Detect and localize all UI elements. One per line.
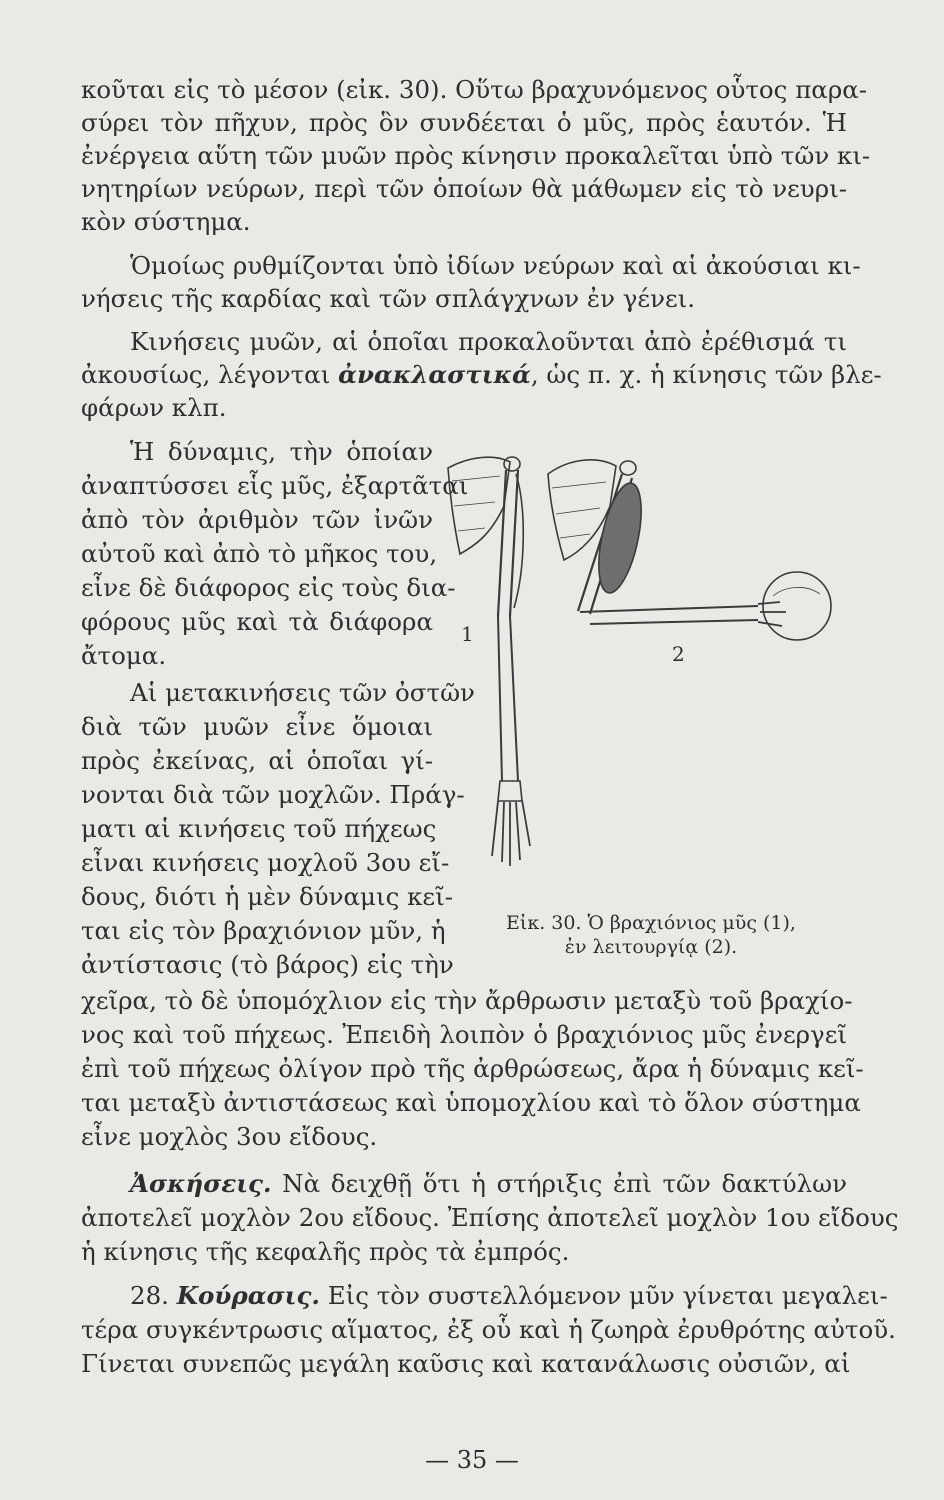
text-line: αὐτοῦ καὶ ἀπὸ τὸ μῆκος του, (81, 539, 438, 568)
text-line: εἶνε μοχλὸς 3ου εἴδους. (81, 1122, 378, 1151)
arm-muscle-figure (440, 436, 840, 876)
text-line: ἐνέργεια αὕτη τῶν μυῶν πρὸς κίνησιν προκαλεῖται ὑπὸ τῶν κι- (81, 141, 871, 170)
text-line (130, 1281, 888, 1310)
text-line: φόρους μῦς καὶ τὰ διάφορα (81, 607, 433, 636)
text-line: νήσεις τῆς καρδίας καὶ τῶν σπλάγχνων ἐν γένει. (81, 284, 696, 313)
text-line: ται μεταξὺ ἀντιστάσεως καὶ ὑπομοχλίου καὶ τὸ ὅλον σύστημα (81, 1088, 861, 1117)
biceps-1 (514, 474, 523, 608)
text-run: , ὡς π. χ. ἡ κίνησις τῶν βλε- (530, 360, 882, 389)
text-line: ματι αἱ κινήσεις τοῦ πήχεως (81, 814, 437, 843)
text-line: ἀποτελεῖ μοχλὸν 2ου εἴδους. Ἐπίσης ἀποτελεῖ μοχλὸν 1ου εἴδους (81, 1203, 899, 1232)
text-line: ἀναπτύσσει εἷς μῦς, ἐξαρτᾶται (81, 471, 469, 500)
figure-label-1: 1 (461, 622, 474, 646)
figure-caption (455, 912, 847, 960)
caption-line: ἐν λειτουργίᾳ (2). (564, 935, 738, 958)
text-line: Ἡ δύναμις, τὴν ὁποίαν (130, 437, 433, 466)
page-number: — 35 — (425, 1446, 519, 1474)
section-number: 28. (130, 1281, 169, 1310)
ball (763, 572, 831, 640)
text-line: νονται διὰ τῶν μοχλῶν. Πράγ- (81, 780, 465, 809)
text-line: εἶναι κινήσεις μοχλοῦ 3ου εἴ- (81, 848, 450, 877)
biceps-contracted (591, 479, 649, 596)
text-line: ἐπὶ τοῦ πήχεως ὀλίγον πρὸ τῆς ἀρθρώσεως, ἄρα ἡ δύναμις κεῖ- (81, 1054, 864, 1083)
text-run: ἀκουσίως, λέγονται (81, 360, 331, 389)
text-line: ἀντίστασις (τὸ βάρος) εἰς τὴν (81, 950, 454, 979)
text-line: Ὁμοίως ρυθμίζονται ὑπὸ ἰδίων νεύρων καὶ αἱ ἀκούσιαι κι- (130, 251, 861, 280)
text-line: φάρων κλπ. (81, 393, 227, 422)
text-line: ἄτομα. (81, 641, 167, 670)
text-line: νητηρίων νεύρων, περὶ τῶν ὁποίων θὰ μάθωμεν εἰς τὸ νευρι- (81, 174, 847, 203)
text-line: σύρει τὸν πῆχυν, πρὸς ὃν συνδέεται ὁ μῦς, πρὸς ἑαυτόν. Ἡ (81, 108, 847, 137)
figure-label-2: 2 (672, 642, 685, 666)
caption-line: Εἰκ. 30. Ὁ βραχιόνιος μῦς (1), (506, 912, 796, 934)
text-line (130, 1169, 847, 1198)
text-run: Εἰς τὸν συστελλόμενον μῦν γίνεται μεγαλει- (319, 1281, 888, 1310)
emphasis-term: ἀνακλαστικά (338, 360, 531, 389)
text-line: ἀπὸ τὸν ἀριθμὸν τῶν ἰνῶν (81, 505, 433, 534)
text-line: πρὸς ἐκείνας, αἱ ὁποῖαι γί- (81, 746, 433, 775)
text-line: ἡ κίνησις τῆς κεφαλῆς πρὸς τὰ ἐμπρός. (81, 1237, 570, 1266)
text-line: Γίνεται συνεπῶς μεγάλη καῦσις καὶ κατανάλωσις οὐσιῶν, αἱ (81, 1349, 851, 1378)
text-line: εἶνε δὲ διάφορος εἰς τοὺς δια- (81, 573, 456, 602)
text-line: χεῖρα, τὸ δὲ ὑπομόχλιον εἰς τὴν ἄρθρωσιν μεταξὺ τοῦ βραχίο- (81, 986, 853, 1015)
text-line (81, 360, 882, 389)
text-line: κὸν σύστημα. (81, 207, 251, 236)
text-line: τέρα συγκέντρωσις αἵματος, ἐξ οὗ καὶ ἡ ζωηρὰ ἐρυθρότης αὐτοῦ. (81, 1315, 896, 1344)
exercise-heading: Ἀσκήσεις. (130, 1169, 272, 1198)
text-line: Αἱ μετακινήσεις τῶν ὀστῶν (130, 678, 475, 707)
text-line: δους, διότι ἡ μὲν δύναμις κεῖ- (81, 882, 453, 911)
arm-illustration (440, 436, 840, 876)
text-line: διὰ τῶν μυῶν εἶνε ὅμοιαι (81, 712, 433, 741)
text-line: Κινήσεις μυῶν, αἱ ὁποῖαι προκαλοῦνται ἀπὸ ἐρέθισμά τι (130, 327, 847, 356)
text-line: κοῦται εἰς τὸ μέσον (εἰκ. 30). Οὕτω βραχυνόμενος οὗτος παρα- (81, 75, 868, 104)
section-heading: Κούρασις. (176, 1281, 320, 1310)
text-line: ται εἰς τὸν βραχιόνιον μῦν, ἡ (81, 916, 446, 945)
text-line: νος καὶ τοῦ πήχεως. Ἐπειδὴ λοιπὸν ὁ βραχιόνιος μῦς ἐνεργεῖ (81, 1020, 847, 1049)
text-run: Νὰ δειχθῇ ὅτι ἡ στήριξις ἐπὶ τῶν δακτύλων (271, 1169, 847, 1198)
